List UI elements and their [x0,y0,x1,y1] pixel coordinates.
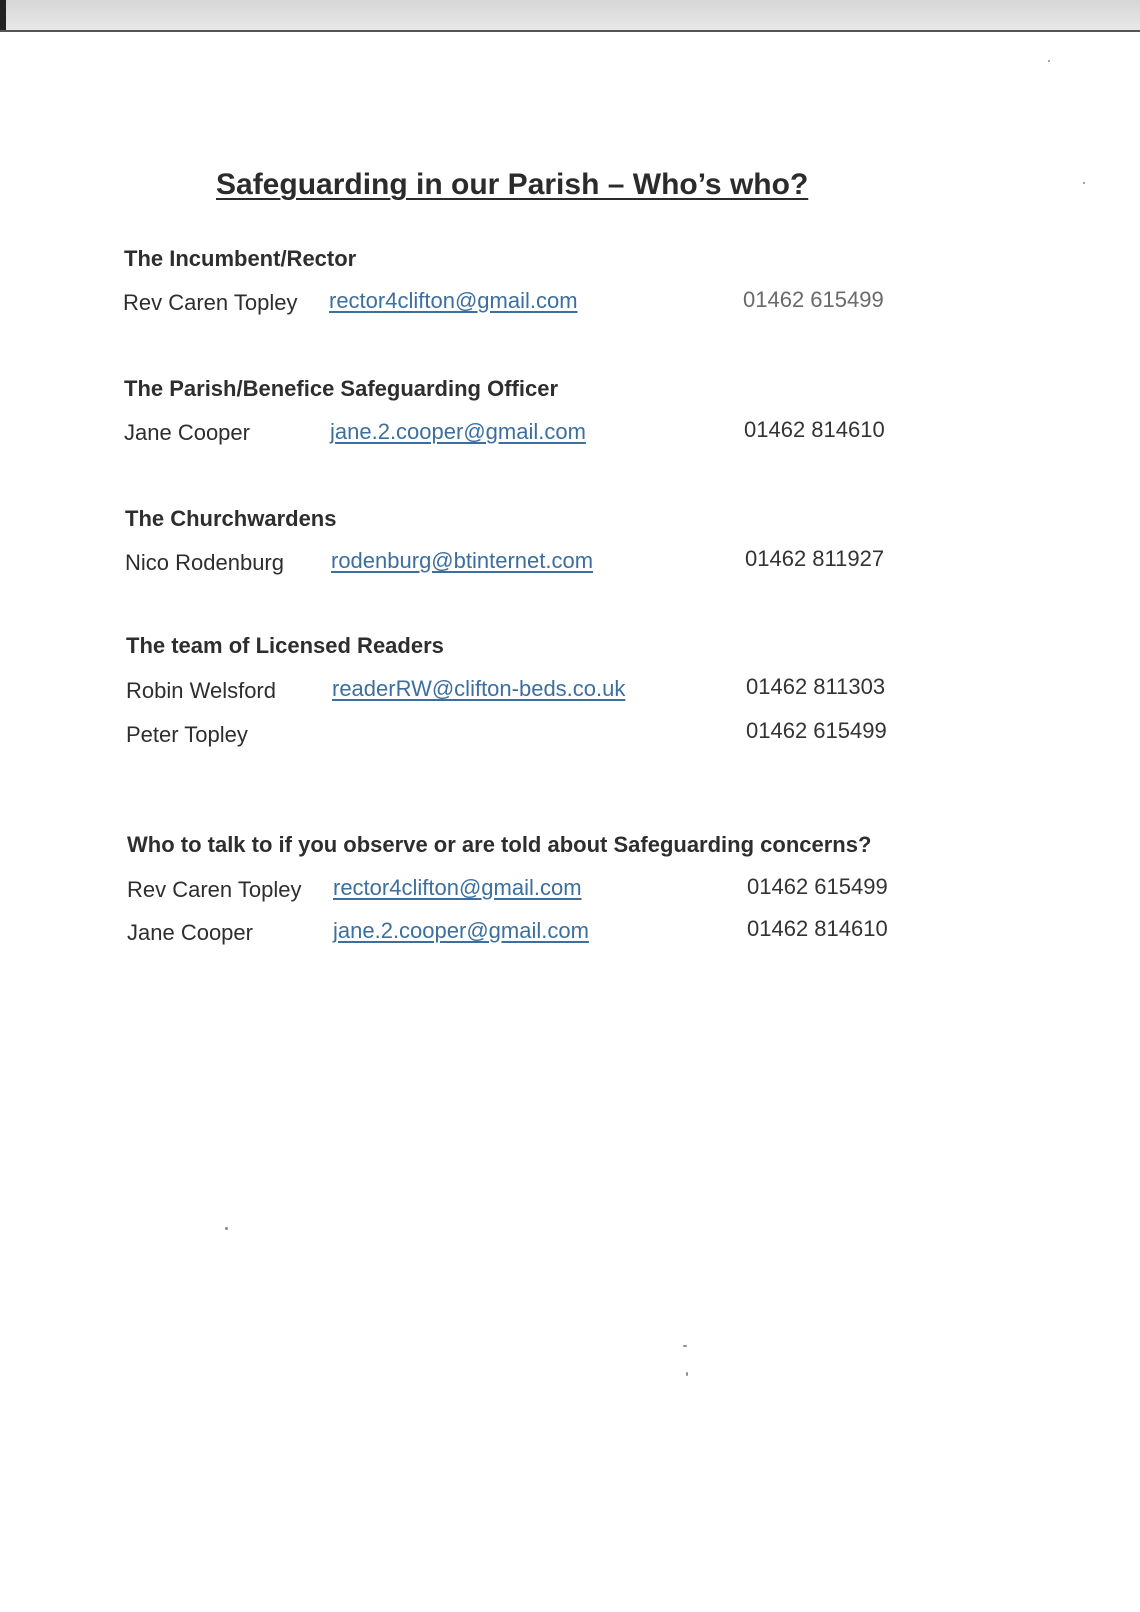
contact-phone: 01462 814610 [744,417,885,442]
scan-speck [225,1227,228,1230]
page-title: Safeguarding in our Parish – Who’s who? [216,168,809,201]
contact-phone: 01462 615499 [747,874,888,899]
scan-speck [1048,60,1050,62]
scan-speck [683,1345,687,1347]
section-heading-who-to-talk-to: Who to talk to if you observe or are told about Safeguarding concerns? [127,832,872,857]
scan-speck [1083,182,1085,184]
contact-name: Peter Topley [126,722,248,747]
section-heading-churchwardens: The Churchwardens [125,506,337,531]
contact-phone: 01462 814610 [747,916,888,941]
scan-edge [0,0,1140,32]
contact-email-link[interactable]: jane.2.cooper@gmail.com [333,918,589,943]
contact-name: Jane Cooper [124,420,250,445]
contact-email-link[interactable]: rodenburg@btinternet.com [331,548,594,573]
contact-phone: 01462 615499 [743,287,884,312]
contact-name: Robin Welsford [126,678,276,703]
section-heading-licensed-readers: The team of Licensed Readers [126,633,444,658]
scan-speck [686,1372,688,1376]
section-heading-rector: The Incumbent/Rector [124,246,357,271]
contact-name: Nico Rodenburg [125,550,284,575]
contact-name: Rev Caren Topley [123,290,298,315]
section-heading-safeguarding-officer: The Parish/Benefice Safeguarding Officer [124,376,559,401]
contact-email-link[interactable]: readerRW@clifton-beds.co.uk [332,676,626,701]
contact-email-link[interactable]: rector4clifton@gmail.com [329,288,578,313]
scan-corner [0,0,6,30]
contact-phone: 01462 811303 [746,674,886,699]
contact-phone: 01462 811927 [745,546,885,571]
contact-name: Rev Caren Topley [127,877,302,902]
contact-name: Jane Cooper [127,920,253,945]
contact-phone: 01462 615499 [746,718,887,743]
contact-email-link[interactable]: jane.2.cooper@gmail.com [330,419,586,444]
document-page [0,32,1140,1612]
contact-email-link[interactable]: rector4clifton@gmail.com [333,875,582,900]
